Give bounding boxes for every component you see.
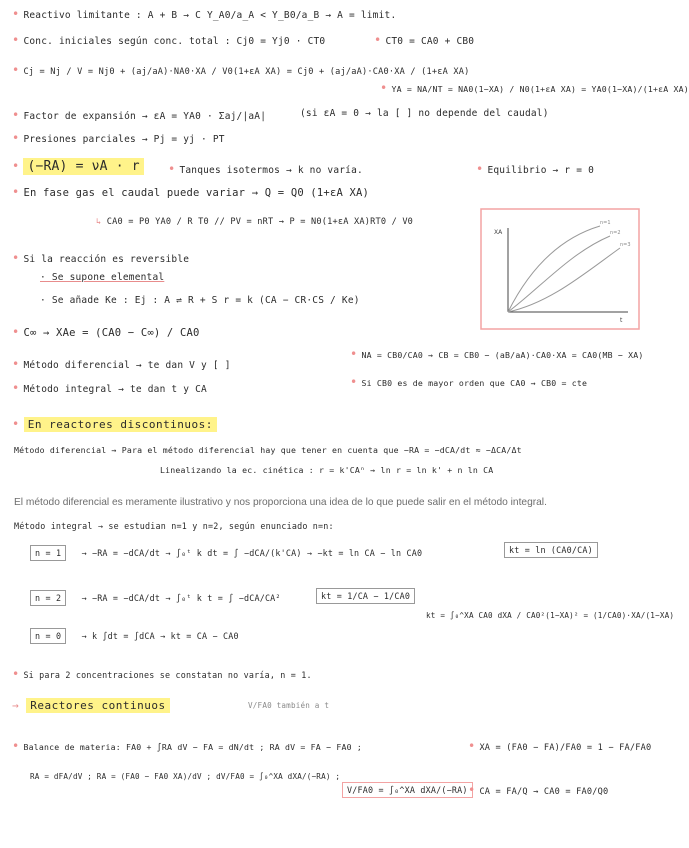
bullet-icon: •	[12, 251, 20, 265]
chart-x-label: t	[620, 317, 623, 324]
line-integral-method-detail: Método integral → se estudian n=1 y n=2, según enunciado n=n:	[14, 521, 334, 531]
order-1-equation: → −RA = −dCA/dt → ∫₀ᵗ k dt = ∫ −dCA/(k'CA) → −kt = ln CA − ln CA0	[81, 548, 423, 558]
line-gas-phase-flow: • En fase gas el caudal puede variar → Q = Q0 (1+εA XA)	[12, 185, 370, 199]
line-total-concentration: • CT0 = CA0 + CB0	[374, 33, 475, 47]
order-2-equation: → −RA = −dCA/dt → ∫₀ᵗ k t = ∫ −dCA/CA²	[81, 593, 281, 603]
line-conc-from-flow: • CA = FA/Q → CA0 = FA0/Q0	[468, 783, 609, 797]
order-1-box: n = 1	[30, 545, 66, 561]
order-2-result: kt = 1/CA − 1/CA0	[316, 592, 415, 601]
chart-series-2-label: n=2	[610, 230, 621, 236]
row-order-2	[30, 594, 281, 603]
row-order-1	[30, 549, 422, 558]
bullet-icon: •	[12, 325, 20, 339]
bullet-icon: •	[468, 783, 476, 797]
bullet-icon: •	[12, 739, 20, 753]
line-expansion-factor: • Factor de expansión → εA = YA0 · Σaj/|aA|	[12, 108, 267, 122]
line-linearization: Linealizando la ec. cinética : r = k'CAⁿ → ln r = ln k' + n ln CA	[160, 465, 494, 475]
order-2-box: n = 2	[30, 590, 66, 606]
bullet-icon: •	[350, 375, 358, 389]
line-conversion-flow: • XA = (FA0 − FA)/FA0 = 1 − FA/FA0	[468, 739, 652, 753]
bullet-icon: •	[12, 131, 20, 145]
line-mb-ratio: • NA = CB0/CA0 → CB = CB0 − (aB/aA)·CA0·XA = CA0(MB − XA)	[350, 347, 644, 361]
section-batch-reactors: • En reactores discontinuos:	[12, 418, 217, 431]
row-order-0	[30, 632, 239, 641]
bullet-icon: •	[12, 33, 20, 47]
conversion-vs-time-chart	[480, 208, 640, 330]
bullet-icon: •	[168, 162, 176, 176]
bullet-icon: •	[380, 81, 388, 95]
order-2-alternative: kt = ∫₀^XA CA0 dXA / CA0²(1−XA)² = (1/CA0)·XA/(1−XA)	[426, 611, 675, 620]
line-partial-pressures: • Presiones parciales → Pj = yj · PT	[12, 131, 225, 145]
line-mass-balance: • Balance de materia: FA0 + ∫RA dV − FA = dN/dt ; RA dV = FA − FA0 ;	[12, 739, 362, 753]
design-equation-box: V/FA0 = ∫₀^XA dXA/(−RA)	[342, 786, 473, 795]
bullet-icon: •	[12, 357, 20, 371]
line-differential-method: • Método diferencial → te dan V y [ ]	[12, 357, 231, 371]
typed-note: El método diferencial es meramente ilustrativo y nos proporciona una idea de lo que puede salir en el método integral.	[14, 497, 547, 508]
line-molar-fraction: • YA = NA/NT = NA0(1−XA) / N0(1+εA XA) = YA0(1−XA)/(1+εA XA)	[380, 81, 689, 95]
line-initial-concentrations: • Conc. iniciales según conc. total : Cj0 = Yj0 · CT0	[12, 33, 326, 47]
line-equilibrium: • Equilibrio → r = 0	[476, 162, 594, 176]
bullet-icon: •	[12, 108, 20, 122]
line-cb0-constant: • Si CB0 es de mayor orden que CA0 → CB0 = cte	[350, 375, 588, 389]
order-0-equation: → k ∫dt = ∫dCA → kt = CA − CA0	[81, 631, 239, 641]
line-isothermal-tanks: • Tanques isotermos → k no varía.	[168, 162, 363, 176]
bullet-icon: •	[12, 667, 20, 681]
chart-series-1-label: n=1	[600, 220, 611, 226]
bullet-icon: •	[12, 159, 20, 173]
line-equilibrium-constant: · Se añade Ke : Ej : A ⇌ R + S r = k (CA − CR·CS / Ke)	[40, 295, 360, 306]
line-limiting-reactant: • Reactivo limitante : A + B → C Y_A0/a_A < Y_B0/a_B → A = limit.	[12, 7, 397, 21]
line-two-concentrations: • Si para 2 concentraciones se constatan no varía, n = 1.	[12, 667, 312, 681]
arrow-icon: ↳	[96, 217, 107, 227]
order-1-result: kt = ln (CA0/CA)	[504, 546, 598, 555]
bullet-icon: •	[12, 417, 20, 431]
chart-frame	[481, 209, 639, 329]
chart-series-3-label: n=3	[620, 242, 631, 248]
line-differential-method-detail: Método diferencial → Para el método diferencial hay que tener en cuenta que −RA = −dCA/dt ≈ −ΔCA/Δt	[14, 445, 522, 455]
continuous-reactors-note: V/FA0 también a t	[248, 701, 330, 710]
line-elemental: · Se supone elemental	[40, 272, 165, 283]
bullet-icon: •	[468, 739, 476, 753]
bullet-icon: •	[12, 7, 20, 21]
line-expansion-note: (si εA = 0 → la [ ] no depende del caudal)	[300, 108, 549, 119]
line-rate-flow: RA = dFA/dV ; RA = (FA0 − FA0 XA)/dV ; dV/FA0 = ∫₀^XA dXA/(−RA) ;	[30, 772, 341, 781]
bullet-icon: •	[476, 162, 484, 176]
line-concentration-formula: • Cj = Nj / V = Nj0 + (aj/aA)·NA0·XA / V0(1+εA XA) = Cj0 + (aj/aA)·CA0·XA / (1+εA XA)	[12, 63, 470, 77]
line-rate-definition: • (−RA) = νA · r	[12, 160, 144, 174]
section-continuous-reactors: → Reactores continuos	[12, 700, 170, 712]
chart-y-label: XA	[494, 229, 503, 236]
line-initial-conc-gas: ↳ CA0 = P0 YA0 / R T0 // PV = nRT → P = N0(1+εA XA)RT0 / V0	[96, 217, 414, 227]
bullet-icon: •	[12, 185, 20, 199]
bullet-icon: •	[12, 381, 20, 395]
order-0-box: n = 0	[30, 628, 66, 644]
line-equilibrium-conversion: • C∞ → XAe = (CA0 − C∞) / CA0	[12, 325, 200, 339]
bullet-icon: •	[350, 347, 358, 361]
line-integral-method: • Método integral → te dan t y CA	[12, 381, 207, 395]
bullet-icon: •	[12, 63, 20, 77]
arrow-icon: →	[12, 699, 27, 712]
line-reversible: • Si la reacción es reversible	[12, 251, 190, 265]
bullet-icon: •	[374, 33, 382, 47]
